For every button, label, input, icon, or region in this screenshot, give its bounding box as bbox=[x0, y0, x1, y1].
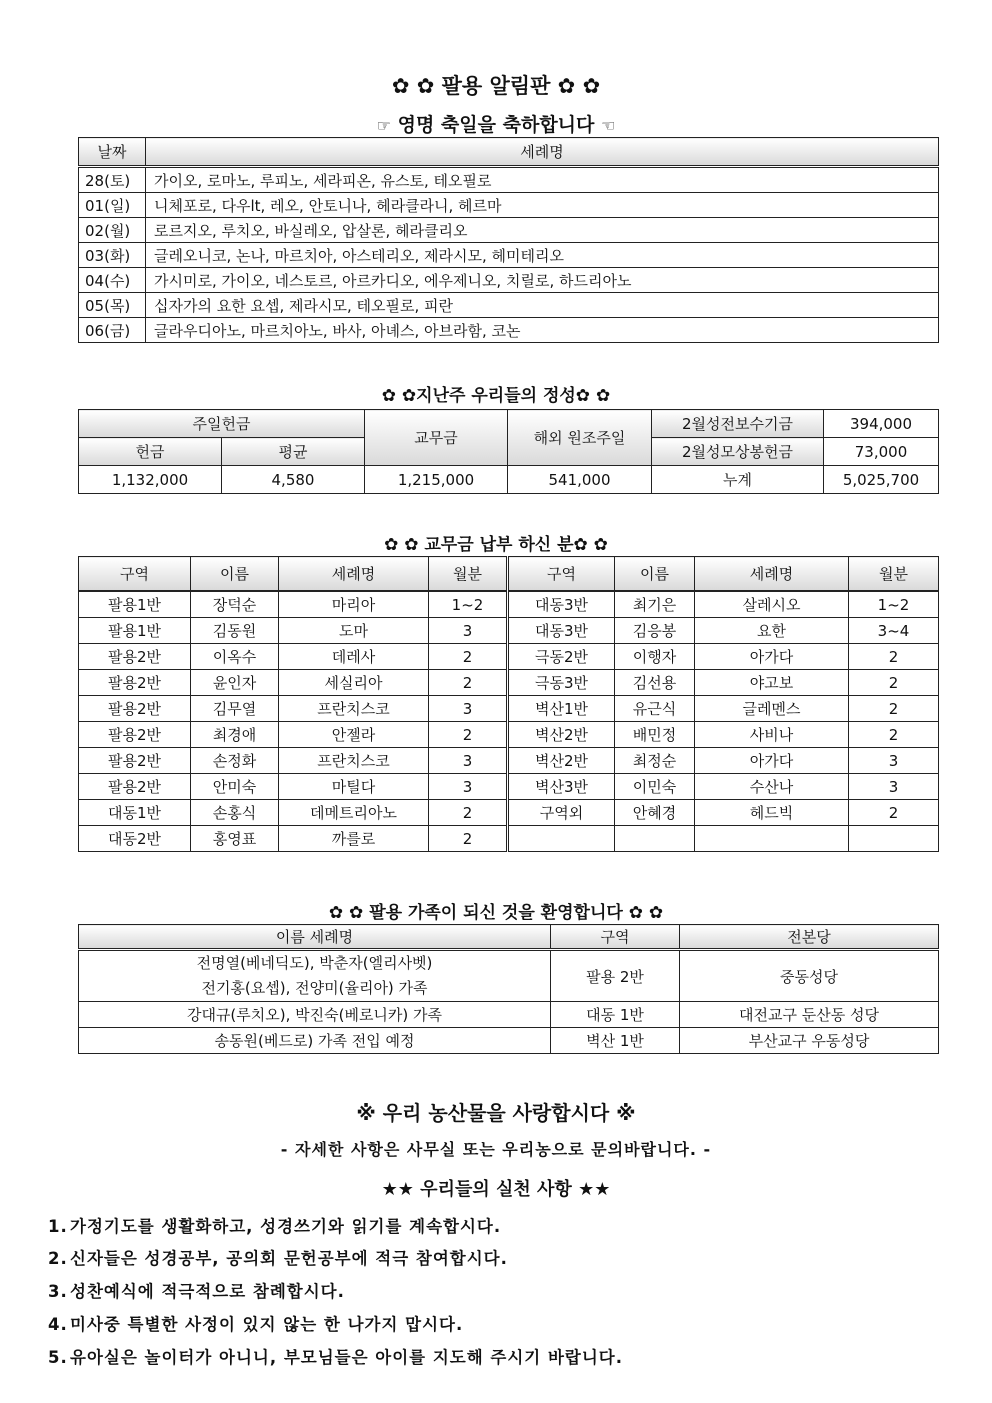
payer-name: 이민숙 bbox=[615, 774, 695, 800]
welcome-names-line: 전기홍(요셉), 전양미(율리아) 가족 bbox=[201, 979, 428, 997]
table-row bbox=[79, 410, 939, 438]
payer-months: 2 bbox=[849, 644, 939, 670]
practice-item bbox=[48, 1245, 508, 1269]
mary-offering-label: 2월성모상봉헌금 bbox=[652, 438, 824, 466]
col-header: 세례명 bbox=[279, 557, 429, 592]
payer-baptismal-name: 살레시오 bbox=[695, 591, 849, 618]
payer-baptismal-name: 아가다 bbox=[695, 748, 849, 774]
table-row bbox=[79, 293, 939, 318]
payer-name: 안미숙 bbox=[191, 774, 279, 800]
building-fund-label: 2월성전보수기금 bbox=[652, 410, 824, 438]
payer-months: 2 bbox=[429, 722, 508, 748]
col-header: 구역 bbox=[79, 557, 191, 592]
payer-name: 김선용 bbox=[615, 670, 695, 696]
practice-text: 신자들은 성경공부, 공의회 문헌공부에 적극 참여합시다. bbox=[70, 1249, 508, 1268]
practice-item bbox=[48, 1344, 623, 1368]
table-row bbox=[79, 466, 939, 494]
table-row bbox=[79, 748, 939, 774]
table-row bbox=[79, 696, 939, 722]
payer-name: 최기은 bbox=[615, 591, 695, 618]
welcome-table-header bbox=[79, 925, 939, 950]
payer-baptismal-name: 요한 bbox=[695, 618, 849, 644]
payer-name: 김무열 bbox=[191, 696, 279, 722]
payer-area: 극동3반 bbox=[508, 670, 615, 696]
total-value: 5,025,700 bbox=[824, 466, 939, 494]
dues-payers-title: ✿ ✿ 교무금 납부 하신 분✿ ✿ bbox=[384, 535, 608, 555]
payer-name: 배민정 bbox=[615, 722, 695, 748]
payer-area: 벽산2반 bbox=[508, 722, 615, 748]
feast-day: 06(금) bbox=[79, 318, 146, 343]
mary-offering-value: 73,000 bbox=[824, 438, 939, 466]
welcome-area: 팔용 2반 bbox=[551, 950, 680, 1002]
payer-area: 벽산3반 bbox=[508, 774, 615, 800]
page-title: ✿ ✿ 팔용 알림판 ✿ ✿ bbox=[391, 74, 601, 98]
feast-subtitle-text: 영명 축일을 축하합니다 bbox=[397, 114, 595, 136]
payer-name: 홍영표 bbox=[191, 826, 279, 852]
payer-months: 2 bbox=[429, 670, 508, 696]
payer-area: 극동2반 bbox=[508, 644, 615, 670]
payer-months bbox=[849, 826, 939, 852]
welcome-names-line: 전명열(베네딕도), 박춘자(엘리사벳) bbox=[196, 954, 433, 972]
payer-area bbox=[508, 826, 615, 852]
overseas-aid-label: 해외 원조주일 bbox=[508, 410, 652, 466]
table-row bbox=[79, 670, 939, 696]
payer-name: 장덕순 bbox=[191, 591, 279, 618]
table-row bbox=[79, 218, 939, 243]
farm-notice-sub: - 자세한 사항은 사무실 또는 우리농으로 문의바랍니다. - bbox=[280, 1140, 712, 1159]
cash-value: 1,132,000 bbox=[79, 466, 222, 494]
average-value: 4,580 bbox=[222, 466, 365, 494]
practice-number: 2. bbox=[48, 1249, 68, 1268]
payer-months: 3 bbox=[849, 748, 939, 774]
practice-number: 4. bbox=[48, 1315, 68, 1334]
payer-baptismal-name: 데메트리아노 bbox=[279, 800, 429, 826]
payer-name: 이옥수 bbox=[191, 644, 279, 670]
table-row bbox=[79, 644, 939, 670]
practice-text: 미사중 특별한 사정이 있지 않는 한 나가지 맙시다. bbox=[70, 1315, 464, 1334]
overseas-aid-value: 541,000 bbox=[508, 466, 652, 494]
table-row bbox=[79, 268, 939, 293]
practice-title: ★★ 우리들의 실천 사항 ★★ bbox=[381, 1179, 611, 1200]
payer-baptismal-name: 세실리아 bbox=[279, 670, 429, 696]
payer-baptismal-name: 마틸다 bbox=[279, 774, 429, 800]
table-row bbox=[79, 167, 939, 193]
dues-value: 1,215,000 bbox=[365, 466, 508, 494]
welcome-names: 강대규(루치오), 박진숙(베로니카) 가족 bbox=[79, 1002, 551, 1028]
payer-baptismal-name: 글레멘스 bbox=[695, 696, 849, 722]
payer-area: 팔용2반 bbox=[79, 644, 191, 670]
practice-text: 가정기도를 생활화하고, 성경쓰기와 읽기를 계속합시다. bbox=[70, 1217, 502, 1236]
payer-name: 유근식 bbox=[615, 696, 695, 722]
payer-months: 3 bbox=[429, 748, 508, 774]
feast-day: 01(일) bbox=[79, 193, 146, 218]
feast-day: 04(수) bbox=[79, 268, 146, 293]
table-row bbox=[79, 1002, 939, 1028]
practice-number: 1. bbox=[48, 1217, 68, 1236]
payer-baptismal-name: 데레사 bbox=[279, 644, 429, 670]
feast-day: 05(목) bbox=[79, 293, 146, 318]
welcome-area: 대동 1반 bbox=[551, 1002, 680, 1028]
payer-area: 팔용1반 bbox=[79, 618, 191, 644]
payer-area: 벽산2반 bbox=[508, 748, 615, 774]
payer-area: 팔용2반 bbox=[79, 722, 191, 748]
practice-item bbox=[48, 1278, 345, 1302]
table-row bbox=[79, 591, 939, 618]
practice-item bbox=[48, 1311, 463, 1335]
table-row bbox=[79, 826, 939, 852]
feast-names: 로르지오, 루치오, 바실레오, 압살론, 헤라클리오 bbox=[146, 218, 939, 243]
payer-baptismal-name: 프란치스코 bbox=[279, 696, 429, 722]
payer-area: 팔용2반 bbox=[79, 774, 191, 800]
practice-text: 유아실은 놀이터가 아니니, 부모님들은 아이를 지도해 주시기 바랍니다. bbox=[70, 1348, 623, 1367]
welcome-prev-parish: 중동성당 bbox=[680, 950, 939, 1002]
payer-name: 손홍식 bbox=[191, 800, 279, 826]
welcome-prev-parish: 대전교구 둔산동 성당 bbox=[680, 1002, 939, 1028]
table-row bbox=[79, 243, 939, 268]
feast-table bbox=[78, 137, 939, 343]
payer-name: 김동원 bbox=[191, 618, 279, 644]
table-row bbox=[79, 722, 939, 748]
payer-months: 1~2 bbox=[849, 591, 939, 618]
welcome-names: 송동원(베드로) 가족 전입 예정 bbox=[79, 1028, 551, 1054]
col-header: 월분 bbox=[849, 557, 939, 592]
payer-baptismal-name: 헤드빅 bbox=[695, 800, 849, 826]
pointing-hand-right-icon: ☞ bbox=[376, 116, 391, 135]
payer-baptismal-name bbox=[695, 826, 849, 852]
feast-names: 니체포로, 다우lt, 레오, 안토니나, 헤라클라니, 헤르마 bbox=[146, 193, 939, 218]
table-row bbox=[79, 1028, 939, 1054]
col-header-date: 날짜 bbox=[79, 138, 146, 167]
farm-notice: ※ 우리 농산물을 사랑합시다 ※ bbox=[356, 1101, 636, 1125]
payer-baptismal-name: 마리아 bbox=[279, 591, 429, 618]
feast-names: 가시미로, 가이오, 네스토르, 아르카디오, 에우제니오, 치릴로, 하드리아노 bbox=[146, 268, 939, 293]
payer-name: 최정순 bbox=[615, 748, 695, 774]
payer-months: 3 bbox=[849, 774, 939, 800]
payer-months: 3 bbox=[429, 618, 508, 644]
welcome-table bbox=[78, 924, 939, 1054]
welcome-names bbox=[79, 950, 551, 1002]
col-header: 이름 bbox=[191, 557, 279, 592]
payer-area: 대동3반 bbox=[508, 618, 615, 644]
payer-months: 3~4 bbox=[849, 618, 939, 644]
payer-area: 팔용1반 bbox=[79, 591, 191, 618]
feast-subtitle bbox=[0, 110, 992, 137]
practice-number: 5. bbox=[48, 1348, 68, 1367]
payer-months: 1~2 bbox=[429, 591, 508, 618]
practice-text: 성찬예식에 적극적으로 참례합시다. bbox=[70, 1282, 345, 1301]
payer-area: 팔용2반 bbox=[79, 670, 191, 696]
payer-baptismal-name: 까를로 bbox=[279, 826, 429, 852]
cash-label: 헌금 bbox=[79, 438, 222, 466]
payer-name: 윤인자 bbox=[191, 670, 279, 696]
feast-table-header bbox=[79, 138, 939, 167]
payer-area: 대동2반 bbox=[79, 826, 191, 852]
feast-names: 가이오, 로마노, 루피노, 세라피온, 유스토, 테오필로 bbox=[146, 167, 939, 193]
payer-baptismal-name: 도마 bbox=[279, 618, 429, 644]
payer-months: 2 bbox=[849, 670, 939, 696]
payer-area: 벽산1반 bbox=[508, 696, 615, 722]
payer-months: 2 bbox=[849, 696, 939, 722]
payer-baptismal-name: 안젤라 bbox=[279, 722, 429, 748]
payer-baptismal-name: 프란치스코 bbox=[279, 748, 429, 774]
payer-area: 대동1반 bbox=[79, 800, 191, 826]
payer-area: 대동3반 bbox=[508, 591, 615, 618]
pointing-hand-left-icon: ☜ bbox=[601, 116, 616, 135]
welcome-prev-parish: 부산교구 우동성당 bbox=[680, 1028, 939, 1054]
col-header-area: 구역 bbox=[551, 925, 680, 950]
col-header: 이름 bbox=[615, 557, 695, 592]
table-row bbox=[79, 800, 939, 826]
col-header: 세례명 bbox=[695, 557, 849, 592]
feast-day: 03(화) bbox=[79, 243, 146, 268]
payer-name: 최경애 bbox=[191, 722, 279, 748]
practice-item bbox=[48, 1213, 501, 1237]
payer-area: 팔용2반 bbox=[79, 696, 191, 722]
dues-label: 교무금 bbox=[365, 410, 508, 466]
table-row bbox=[79, 774, 939, 800]
payer-months: 2 bbox=[429, 800, 508, 826]
feast-day: 28(토) bbox=[79, 167, 146, 193]
table-row bbox=[79, 950, 939, 1002]
col-header-prev-parish: 전본당 bbox=[680, 925, 939, 950]
payer-months: 2 bbox=[849, 722, 939, 748]
feast-names: 십자가의 요한 요셉, 제라시모, 테오필로, 피란 bbox=[146, 293, 939, 318]
offering-title: ✿ ✿지난주 우리들의 정성✿ ✿ bbox=[381, 386, 611, 406]
payer-months: 2 bbox=[429, 644, 508, 670]
offering-table bbox=[78, 409, 939, 494]
sunday-offering-label: 주일헌금 bbox=[79, 410, 365, 438]
dues-payers-table bbox=[78, 556, 939, 852]
payer-name: 안혜경 bbox=[615, 800, 695, 826]
payer-area: 팔용2반 bbox=[79, 748, 191, 774]
welcome-area: 벽산 1반 bbox=[551, 1028, 680, 1054]
payer-name: 김응봉 bbox=[615, 618, 695, 644]
practice-number: 3. bbox=[48, 1282, 68, 1301]
col-header: 구역 bbox=[508, 557, 615, 592]
payer-baptismal-name: 수산나 bbox=[695, 774, 849, 800]
feast-names: 글레오니코, 논나, 마르치아, 아스테리오, 제라시모, 헤미테리오 bbox=[146, 243, 939, 268]
col-header: 월분 bbox=[429, 557, 508, 592]
total-label: 누계 bbox=[652, 466, 824, 494]
payer-months: 2 bbox=[429, 826, 508, 852]
payer-months: 3 bbox=[429, 696, 508, 722]
col-header-name: 이름 세례명 bbox=[79, 925, 551, 950]
payer-name: 손정화 bbox=[191, 748, 279, 774]
building-fund-value: 394,000 bbox=[824, 410, 939, 438]
table-row bbox=[79, 193, 939, 218]
average-label: 평균 bbox=[222, 438, 365, 466]
feast-names: 글라우디아노, 마르치아노, 바사, 아녜스, 아브라함, 코논 bbox=[146, 318, 939, 343]
table-row bbox=[79, 618, 939, 644]
col-header-baptismal-name: 세례명 bbox=[146, 138, 939, 167]
payer-baptismal-name: 야고보 bbox=[695, 670, 849, 696]
payer-months: 2 bbox=[849, 800, 939, 826]
payer-months: 3 bbox=[429, 774, 508, 800]
table-row bbox=[79, 318, 939, 343]
dues-table-header bbox=[79, 557, 939, 592]
payer-area: 구역외 bbox=[508, 800, 615, 826]
payer-name: 이행자 bbox=[615, 644, 695, 670]
welcome-title: ✿ ✿ 팔용 가족이 되신 것을 환영합니다 ✿ ✿ bbox=[328, 903, 664, 923]
feast-day: 02(월) bbox=[79, 218, 146, 243]
payer-baptismal-name: 사비나 bbox=[695, 722, 849, 748]
payer-baptismal-name: 아가다 bbox=[695, 644, 849, 670]
payer-name bbox=[615, 826, 695, 852]
